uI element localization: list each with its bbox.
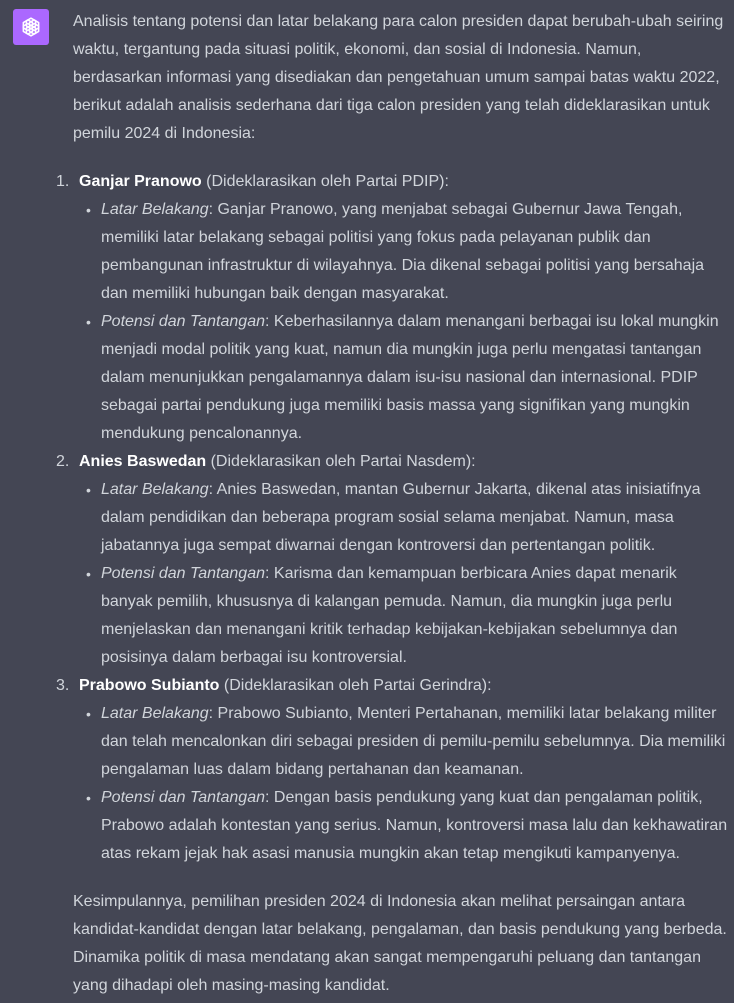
- point-item: [86, 196, 733, 308]
- point-line: mendukung pencalonannya.: [101, 425, 303, 442]
- candidate-party: (Dideklarasikan oleh Partai Gerindra):: [219, 677, 492, 694]
- point-item: [86, 784, 733, 868]
- point-line: menjelaskan dan menangani kritik terhadap kebijakan-kebijakan sebelumnya dan: [101, 621, 678, 638]
- point-text: : Ganjar Pranowo, yang menjabat sebagai Gubernur Jawa Tengah,: [208, 201, 683, 218]
- openai-logo-icon: [19, 15, 43, 39]
- candidate-number: 2.: [56, 453, 70, 470]
- point-first-line: [101, 476, 733, 504]
- point-line: banyak pemilih, khususnya di kalangan pemuda. Namun, dia mungkin juga perlu: [101, 593, 673, 610]
- conclusion-line: kandidat-kandidat dengan latar belakang, pengalaman, dan basis pendukung yang berbeda.: [73, 921, 727, 938]
- candidate-item: [56, 672, 733, 868]
- point-first-line: [101, 308, 733, 336]
- point-text: : Prabowo Subianto, Menteri Pertahanan, memiliki latar belakang militer: [208, 705, 717, 722]
- bullet-icon: •: [86, 314, 91, 330]
- candidate-name: Anies Baswedan: [79, 453, 207, 470]
- point-line: atas rekam jejak hak asasi manusia mungkin akan tetap mengikuti kampanyenya.: [101, 845, 680, 862]
- point-label: Latar Belakang: [101, 705, 209, 722]
- point-line: jabatannya juga sempat diwarnai dengan kontroversi dan pertentangan politik.: [101, 537, 656, 554]
- bullet-icon: •: [86, 202, 91, 218]
- conclusion-line: Dinamika politik di masa mendatang akan sangat mempengaruhi peluang dan tantangan: [73, 949, 701, 966]
- candidate-number: 3.: [56, 677, 70, 694]
- conclusion-line: Kesimpulannya, pemilihan presiden 2024 di Indonesia akan melihat persaingan antara: [73, 893, 685, 910]
- point-line: dalam menunjukkan pengalamannya dalam isu-isu nasional dan internasional. PDIP: [101, 369, 698, 386]
- point-line: sebagai partai pendukung juga memiliki basis massa yang signifikan yang mungkin: [101, 397, 690, 414]
- point-label: Latar Belakang: [101, 201, 209, 218]
- candidate-points: [73, 700, 733, 868]
- point-label: Potensi dan Tantangan: [101, 789, 265, 806]
- point-label: Potensi dan Tantangan: [101, 565, 265, 582]
- point-first-line: [101, 560, 733, 588]
- candidate-name: Ganjar Pranowo: [79, 173, 202, 190]
- assistant-message: [56, 8, 733, 1000]
- point-line: posisinya dalam berbagai isu kontroversial.: [101, 649, 407, 666]
- point-line: dan telah mencalonkan diri sebagai presiden di pemilu-pemilu sebelumnya. Dia memiliki: [101, 733, 726, 750]
- candidate-party: (Dideklarasikan oleh Partai Nasdem):: [206, 453, 476, 470]
- point-label: Potensi dan Tantangan: [101, 313, 265, 330]
- bullet-icon: •: [86, 790, 91, 806]
- intro-line: pemilu 2024 di Indonesia:: [73, 125, 256, 142]
- point-line: Prabowo adalah kontestan yang serius. Namun, kontroversi masa lalu dan kekhawatiran: [101, 817, 728, 834]
- candidate-party: (Dideklarasikan oleh Partai PDIP):: [201, 173, 449, 190]
- candidate-points: [73, 196, 733, 448]
- point-first-line: [101, 784, 733, 812]
- bullet-icon: •: [86, 566, 91, 582]
- candidate-item: [56, 168, 733, 448]
- candidate-item: [56, 448, 733, 672]
- conclusion-paragraph: [73, 888, 733, 1000]
- point-first-line: [101, 700, 733, 728]
- intro-paragraph: [73, 8, 733, 148]
- point-text: : Anies Baswedan, mantan Gubernur Jakarta, dikenal atas inisiatifnya: [208, 481, 701, 498]
- intro-line: waktu, tergantung pada situasi politik, ekonomi, dan sosial di Indonesia. Namun,: [73, 41, 642, 58]
- candidate-heading: [56, 168, 733, 196]
- point-line: menjadi modal politik yang kuat, namun dia mungkin juga perlu mengatasi tantangan: [101, 341, 702, 358]
- candidate-points: [73, 476, 733, 672]
- bullet-icon: •: [86, 482, 91, 498]
- point-first-line: [101, 196, 733, 224]
- candidate-heading: [56, 448, 733, 476]
- point-line: pembangunan infrastruktur di wilayahnya. Dia dikenal sebagai politisi yang bersahaja: [101, 257, 705, 274]
- point-line: memiliki latar belakang sebagai politisi yang fokus pada pelayanan publik dan: [101, 229, 651, 246]
- bullet-icon: •: [86, 706, 91, 722]
- candidate-name: Prabowo Subianto: [79, 677, 220, 694]
- point-item: [86, 700, 733, 784]
- intro-line: berikut adalah analisis sederhana dari tiga calon presiden yang telah dideklarasikan untuk: [73, 97, 710, 114]
- candidate-heading: [56, 672, 733, 700]
- intro-line: Analisis tentang potensi dan latar belakang para calon presiden dapat berubah-ubah seiring: [73, 13, 724, 30]
- intro-line: berdasarkan informasi yang disediakan dan pengetahuan umum sampai batas waktu 2022,: [73, 69, 720, 86]
- point-item: [86, 560, 733, 672]
- point-line: pengalaman luas dalam bidang pertahanan dan keamanan.: [101, 761, 524, 778]
- point-item: [86, 308, 733, 448]
- point-text: : Keberhasilannya dalam menangani berbagai isu lokal mungkin: [265, 313, 719, 330]
- candidate-list: [56, 168, 733, 868]
- point-text: : Dengan basis pendukung yang kuat dan pengalaman politik,: [265, 789, 703, 806]
- point-text: : Karisma dan kemampuan berbicara Anies dapat menarik: [265, 565, 677, 582]
- point-line: dalam pendidikan dan beberapa program sosial selama menjabat. Namun, masa: [101, 509, 674, 526]
- point-line: dan memiliki hubungan baik dengan masyarakat.: [101, 285, 449, 302]
- point-item: [86, 476, 733, 560]
- assistant-avatar: [13, 9, 49, 45]
- conclusion-line: yang dihadapi oleh masing-masing kandidat.: [73, 977, 390, 994]
- point-label: Latar Belakang: [101, 481, 209, 498]
- candidate-number: 1.: [56, 173, 70, 190]
